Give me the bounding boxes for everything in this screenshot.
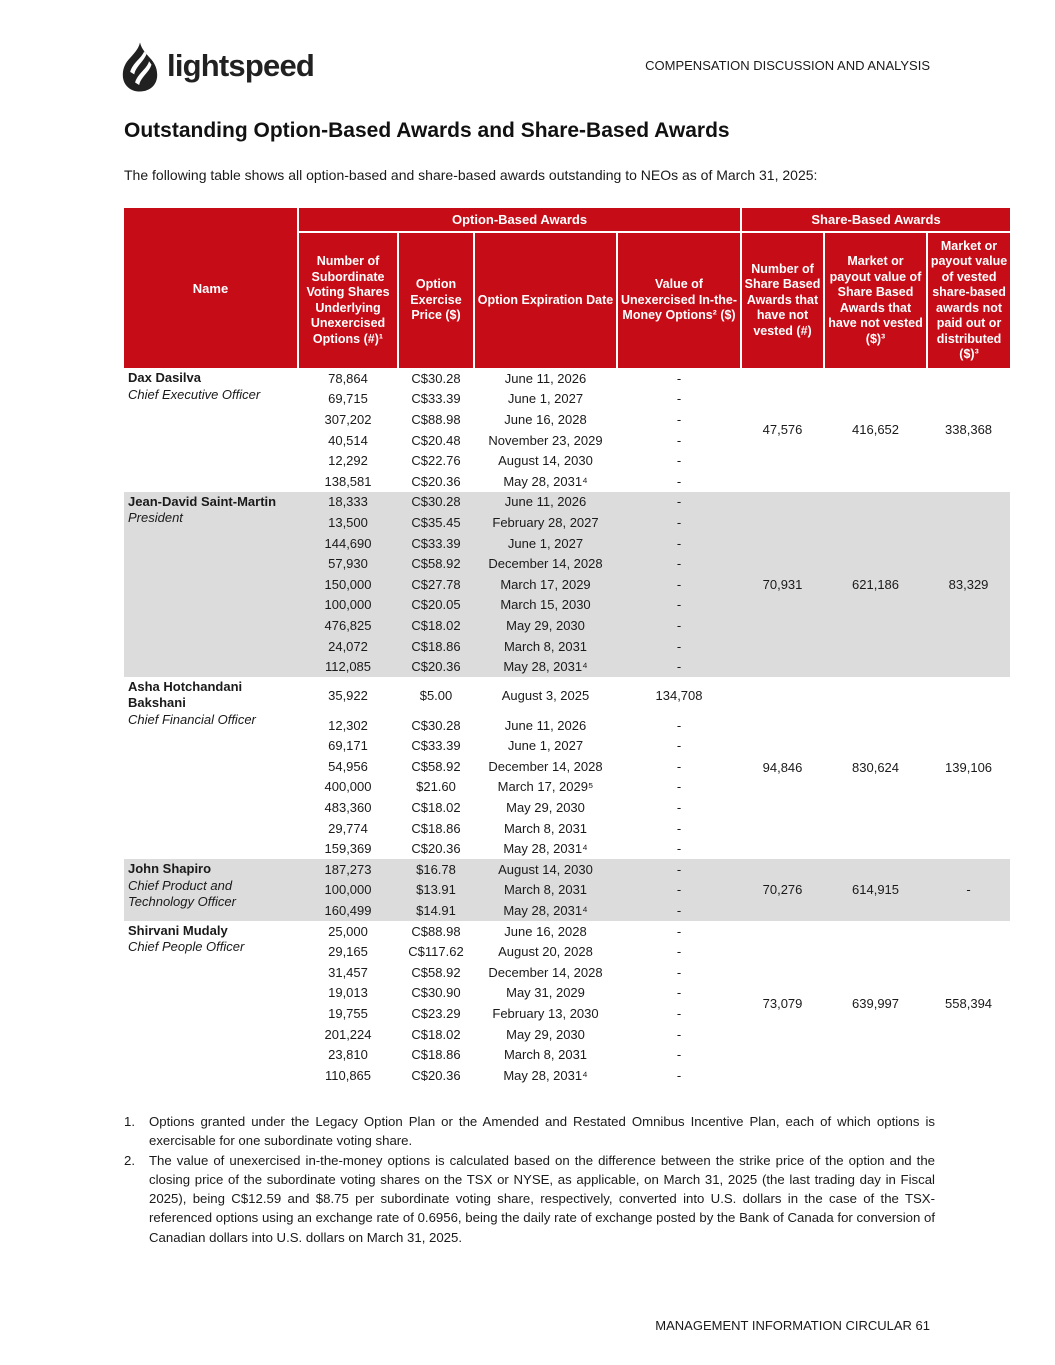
exercise-price-cell: C$27.78 — [398, 574, 474, 595]
sba-value-cell: 639,997 — [852, 995, 900, 1011]
expiration-date-cell: August 20, 2028 — [498, 944, 593, 960]
options-count-cell: 13,500 — [298, 512, 398, 533]
awards-table — [124, 208, 1010, 1086]
options-count-cell: 23,810 — [328, 1047, 368, 1063]
itm-value-cell: - — [676, 841, 682, 857]
options-count-cell: 29,774 — [328, 820, 368, 836]
page-footer: MANAGEMENT INFORMATION CIRCULAR 61 — [655, 1318, 930, 1333]
sba-value-cell: 416,652 — [852, 422, 900, 438]
expiration-date-cell: May 29, 2030 — [474, 615, 617, 636]
exercise-price-cell: C$30.90 — [411, 985, 461, 1001]
neo-name: Shirvani Mudaly — [128, 922, 228, 938]
expiration-date-cell: February 13, 2030 — [492, 1006, 599, 1022]
exercise-price-cell: C$20.05 — [398, 595, 474, 616]
itm-value-cell: - — [617, 636, 741, 657]
sba-value-cell: 830,624 — [852, 760, 900, 776]
exercise-price-cell: C$20.36 — [398, 656, 474, 677]
option-row — [124, 921, 1010, 942]
column-header-name: Name — [124, 208, 298, 368]
expiration-date-cell: March 8, 2031 — [503, 820, 588, 836]
options-count-cell: 100,000 — [298, 595, 398, 616]
group-header-share-based: Share-Based Awards — [741, 208, 1010, 232]
sba-count-cell: 70,276 — [741, 859, 824, 921]
options-count-cell: 25,000 — [328, 923, 368, 939]
awards-table-body — [124, 368, 1010, 1086]
options-count-cell: 100,000 — [298, 880, 398, 901]
lightspeed-flame-icon — [122, 42, 158, 92]
exercise-price-cell: $21.60 — [416, 779, 456, 795]
option-row — [124, 677, 1010, 715]
itm-value-cell: - — [676, 473, 682, 489]
itm-value-cell: - — [617, 574, 741, 595]
exercise-price-cell: $5.00 — [419, 688, 453, 704]
sba-count-cell: 73,079 — [762, 995, 803, 1011]
footnote-1 — [124, 1112, 935, 1151]
expiration-date-cell: March 17, 2029⁵ — [497, 779, 594, 795]
sba-vested-value-cell: 83,329 — [927, 492, 1010, 677]
neo-title: Chief Product and Technology Officer — [128, 877, 236, 910]
itm-value-cell: - — [617, 595, 741, 616]
exercise-price-cell: C$20.36 — [411, 841, 461, 857]
options-count-cell: 159,369 — [324, 841, 372, 857]
option-row — [124, 368, 1010, 389]
exercise-price-cell: C$20.48 — [411, 432, 461, 448]
expiration-date-cell: August 3, 2025 — [501, 688, 590, 704]
itm-value-cell: - — [676, 923, 682, 939]
options-count-cell: 69,715 — [328, 391, 368, 407]
expiration-date-cell: June 1, 2027 — [507, 391, 584, 407]
options-count-cell: 19,013 — [328, 985, 368, 1001]
itm-value-cell: - — [676, 1026, 682, 1042]
options-count-cell: 400,000 — [324, 779, 372, 795]
itm-value-cell: - — [676, 758, 682, 774]
exercise-price-cell: C$18.02 — [398, 615, 474, 636]
itm-value-cell: - — [617, 656, 741, 677]
exercise-price-cell: C$58.92 — [398, 553, 474, 574]
expiration-date-cell: May 31, 2029 — [506, 985, 585, 1001]
itm-value-cell: - — [676, 411, 682, 427]
column-header-sba-value: Market or payout value of Share Based Awards that have not vested ($)³ — [824, 232, 927, 368]
itm-value-cell: - — [617, 900, 741, 921]
expiration-date-cell: August 14, 2030 — [474, 859, 617, 880]
neo-name: John Shapiro — [128, 861, 212, 877]
exercise-price-cell: C$33.39 — [398, 533, 474, 554]
footnote-1-text: Options granted under the Legacy Option Plan or the Amended and Restated Omnibus Incentive Plan, each of which options is exercisable for one subordinate voting share. — [149, 1114, 935, 1149]
neo-name-cell — [124, 492, 298, 677]
exercise-price-cell: C$88.98 — [411, 923, 461, 939]
itm-value-cell: - — [676, 944, 682, 960]
column-header-itm-value: Value of Unexercised In-the-Money Options² ($) — [617, 232, 741, 368]
itm-value-cell: - — [676, 1067, 682, 1083]
itm-value-cell: - — [676, 1006, 682, 1022]
exercise-price-cell: C$20.36 — [411, 1067, 461, 1083]
options-count-cell: 19,755 — [328, 1006, 368, 1022]
options-count-cell: 476,825 — [298, 615, 398, 636]
itm-value-cell: - — [676, 717, 682, 733]
exercise-price-cell: $13.91 — [398, 880, 474, 901]
expiration-date-cell: December 14, 2028 — [488, 964, 603, 980]
itm-value-cell: - — [676, 820, 682, 836]
page-title: Outstanding Option-Based Awards and Share-Based Awards — [124, 119, 730, 142]
exercise-price-cell: C$18.86 — [398, 636, 474, 657]
expiration-date-cell: June 1, 2027 — [507, 738, 584, 754]
options-count-cell: 57,930 — [298, 553, 398, 574]
options-count-cell: 483,360 — [324, 800, 372, 816]
options-count-cell: 160,499 — [298, 900, 398, 921]
footnotes — [124, 1112, 935, 1247]
options-count-cell: 110,865 — [324, 1067, 372, 1083]
sba-value-cell: 614,915 — [824, 859, 927, 921]
expiration-date-cell: December 14, 2028 — [474, 553, 617, 574]
expiration-date-cell: May 29, 2030 — [506, 800, 585, 816]
exercise-price-cell: $14.91 — [398, 900, 474, 921]
expiration-date-cell: March 15, 2030 — [474, 595, 617, 616]
neo-title: Chief People Officer — [128, 939, 245, 955]
group-header-option-based: Option-Based Awards — [298, 208, 741, 232]
options-count-cell: 138,581 — [324, 473, 372, 489]
neo-title: Chief Executive Officer — [128, 386, 261, 402]
sba-value-cell: 621,186 — [824, 492, 927, 677]
options-count-cell: 112,085 — [298, 656, 398, 677]
itm-value-cell: - — [676, 800, 682, 816]
neo-name-cell — [124, 368, 298, 492]
exercise-price-cell: C$88.98 — [411, 411, 461, 427]
expiration-date-cell: February 28, 2027 — [474, 512, 617, 533]
exercise-price-cell: C$58.92 — [411, 758, 461, 774]
exercise-price-cell: C$35.45 — [398, 512, 474, 533]
footnote-2 — [124, 1151, 935, 1247]
expiration-date-cell: June 16, 2028 — [504, 923, 587, 939]
exercise-price-cell: C$18.86 — [411, 1047, 461, 1063]
sba-count-cell: 94,846 — [762, 760, 803, 776]
expiration-date-cell: June 11, 2026 — [474, 492, 617, 513]
exercise-price-cell: $16.78 — [398, 859, 474, 880]
expiration-date-cell: November 23, 2029 — [488, 432, 603, 448]
expiration-date-cell: June 1, 2027 — [474, 533, 617, 554]
itm-value-cell: - — [676, 453, 682, 469]
options-count-cell: 12,302 — [328, 717, 368, 733]
options-count-cell: 40,514 — [328, 432, 368, 448]
itm-value-cell: - — [676, 779, 682, 795]
logo-wordmark: lightspeed — [167, 47, 315, 83]
exercise-price-cell: C$18.02 — [411, 800, 461, 816]
neo-name: Asha Hotchandani Bakshani — [128, 678, 243, 711]
option-row — [124, 492, 1010, 513]
exercise-price-cell: C$30.28 — [411, 370, 461, 386]
itm-value-cell: - — [617, 553, 741, 574]
options-count-cell: 18,333 — [298, 492, 398, 513]
expiration-date-cell: December 14, 2028 — [488, 758, 603, 774]
running-header: COMPENSATION DISCUSSION AND ANALYSIS — [645, 58, 930, 73]
options-count-cell: 12,292 — [328, 453, 368, 469]
column-header-sba-vested-value: Market or payout value of vested share-based awards not paid out or distributed ($)³ — [927, 232, 1010, 368]
column-header-unexercised-options: Number of Subordinate Voting Shares Underlying Unexercised Options (#)¹ — [298, 232, 398, 368]
itm-value-cell: - — [617, 615, 741, 636]
options-count-cell: 307,202 — [324, 411, 372, 427]
lightspeed-logo — [122, 42, 314, 92]
sba-vested-value-cell: 139,106 — [945, 760, 993, 776]
options-count-cell: 150,000 — [298, 574, 398, 595]
neo-title: Chief Financial Officer — [128, 711, 256, 727]
expiration-date-cell: May 28, 2031⁴ — [474, 900, 617, 921]
intro-paragraph: The following table shows all option-based and share-based awards outstanding to NEOs as of March 31, 2025: — [124, 167, 818, 183]
exercise-price-cell: C$23.29 — [411, 1006, 461, 1022]
expiration-date-cell: May 28, 2031⁴ — [503, 1067, 588, 1083]
itm-value-cell: - — [676, 391, 682, 407]
option-row — [124, 859, 1010, 880]
itm-value-cell: - — [617, 859, 741, 880]
exercise-price-cell: C$33.39 — [411, 391, 461, 407]
column-header-expiration-date: Option Expiration Date — [474, 232, 617, 368]
options-count-cell: 187,273 — [298, 859, 398, 880]
options-count-cell: 31,457 — [328, 964, 368, 980]
itm-value-cell: - — [676, 1047, 682, 1063]
neo-name: Jean-David Saint-Martin — [128, 493, 277, 509]
footnote-2-number: 2. — [124, 1152, 135, 1168]
expiration-date-cell: May 28, 2031⁴ — [503, 841, 588, 857]
expiration-date-cell: March 17, 2029 — [474, 574, 617, 595]
neo-name-cell — [124, 859, 298, 921]
expiration-date-cell: May 29, 2030 — [506, 1026, 585, 1042]
neo-name-cell — [124, 921, 298, 1086]
itm-value-cell: - — [617, 880, 741, 901]
column-header-sba-count: Number of Share Based Awards that have not vested (#) — [741, 232, 824, 368]
options-count-cell: 69,171 — [328, 738, 368, 754]
expiration-date-cell: June 11, 2026 — [504, 370, 587, 386]
expiration-date-cell: June 11, 2026 — [504, 717, 587, 733]
options-count-cell: 201,224 — [324, 1026, 372, 1042]
itm-value-cell: - — [617, 512, 741, 533]
options-count-cell: 24,072 — [298, 636, 398, 657]
exercise-price-cell: C$30.28 — [398, 492, 474, 513]
expiration-date-cell: March 8, 2031 — [474, 880, 617, 901]
footnote-2-text: The value of unexercised in-the-money options is calculated based on the difference between the strike price of the option and the closing price of the subordinate voting shares on the TSX or NYSE, as applicable, on March 31, 2025 (the last trading day in Fiscal 2025), being C$12.59 and $8.75 per subordinate voting share, respectively, converted into U.S. dollars in the case of the TSX-referenced options using an exchange rate of 0.6956, being the daily rate of exchange posted by the Bank of Canada for conversion of Canadian dollars into U.S. dollars on March 31, 2025. — [149, 1152, 935, 1245]
itm-value-cell: - — [676, 964, 682, 980]
exercise-price-cell: C$18.86 — [411, 820, 461, 836]
itm-value-cell: 134,708 — [655, 688, 703, 704]
exercise-price-cell: C$18.02 — [411, 1026, 461, 1042]
expiration-date-cell: March 8, 2031 — [503, 1047, 588, 1063]
expiration-date-cell: May 28, 2031⁴ — [474, 656, 617, 677]
exercise-price-cell: C$117.62 — [408, 944, 464, 960]
itm-value-cell: - — [676, 985, 682, 1001]
exercise-price-cell: C$20.36 — [411, 473, 461, 489]
exercise-price-cell: C$33.39 — [411, 738, 461, 754]
itm-value-cell: - — [617, 492, 741, 513]
expiration-date-cell: March 8, 2031 — [474, 636, 617, 657]
itm-value-cell: - — [676, 738, 682, 754]
expiration-date-cell: August 14, 2030 — [498, 453, 593, 469]
itm-value-cell: - — [617, 533, 741, 554]
options-count-cell: 35,922 — [328, 688, 368, 704]
sba-vested-value-cell: - — [927, 859, 1010, 921]
options-count-cell: 78,864 — [328, 370, 368, 386]
sba-vested-value-cell: 338,368 — [945, 422, 993, 438]
exercise-price-cell: C$22.76 — [411, 453, 461, 469]
sba-count-cell: 47,576 — [762, 422, 803, 438]
awards-table-header — [124, 208, 1010, 368]
exercise-price-cell: C$30.28 — [411, 717, 461, 733]
sba-count-cell: 70,931 — [741, 492, 824, 677]
column-header-exercise-price: Option Exercise Price ($) — [398, 232, 474, 368]
expiration-date-cell: May 28, 2031⁴ — [503, 473, 588, 489]
neo-title: President — [128, 510, 183, 526]
expiration-date-cell: June 16, 2028 — [504, 411, 587, 427]
itm-value-cell: - — [676, 432, 682, 448]
footnote-1-number: 1. — [124, 1114, 135, 1129]
neo-name-cell — [124, 677, 298, 859]
neo-name: Dax Dasilva — [128, 370, 201, 385]
itm-value-cell: - — [676, 370, 682, 386]
exercise-price-cell: C$58.92 — [411, 964, 461, 980]
options-count-cell: 29,165 — [328, 944, 368, 960]
sba-vested-value-cell: 558,394 — [945, 995, 993, 1011]
options-count-cell: 54,956 — [328, 758, 368, 774]
options-count-cell: 144,690 — [298, 533, 398, 554]
